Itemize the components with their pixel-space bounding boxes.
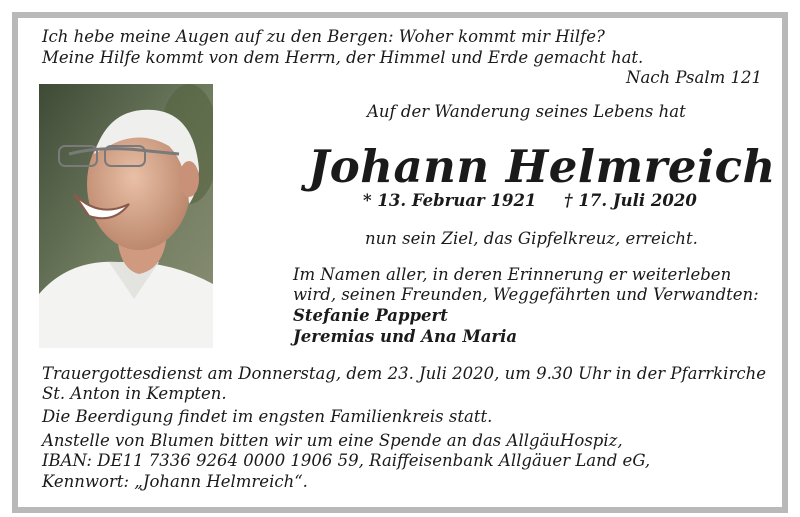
intro-text: Auf der Wanderung seines Lebens hat xyxy=(367,102,686,121)
donation-line-1: Anstelle von Blumen bitten wir um eine Spende an das AllgäuHospiz, xyxy=(42,431,623,450)
mourners-line-1: Im Namen aller, in deren Erinnerung er weiterleben xyxy=(293,265,732,284)
psalm-line-2: Meine Hilfe kommt von dem Herrn, der Himmel und Erde gemacht hat. xyxy=(42,48,644,67)
deceased-name: Johann Helmreich xyxy=(308,140,776,193)
donation-line-2: IBAN: DE11 7336 9264 0000 1906 59, Raiffeisenbank Allgäuer Land eG, xyxy=(42,451,651,470)
psalm-line-1: Ich hebe meine Augen auf zu den Bergen: Woher kommt mir Hilfe? xyxy=(42,27,605,46)
mourner-name-2: Jeremias und Ana Maria xyxy=(293,327,518,346)
death-date: † 17. Juli 2020 xyxy=(564,191,697,210)
portrait-image xyxy=(39,84,213,348)
service-line-2: St. Anton in Kempten. xyxy=(42,384,227,403)
mourners-line-2: wird, seinen Freunden, Weggefährten und Verwandten: xyxy=(293,285,759,304)
goal-text: nun sein Ziel, das Gipfelkreuz, erreicht. xyxy=(365,229,698,248)
burial-text: Die Beerdigung findet im engsten Familienkreis statt. xyxy=(42,407,493,426)
service-line-1: Trauergottesdienst am Donnerstag, dem 23. Juli 2020, um 9.30 Uhr in der Pfarrkirche xyxy=(42,364,766,383)
psalm-source: Nach Psalm 121 xyxy=(626,68,763,87)
birth-date: * 13. Februar 1921 xyxy=(363,191,537,210)
donation-line-3: Kennwort: „Johann Helmreich“. xyxy=(42,472,308,491)
portrait-photo xyxy=(39,84,213,348)
mourner-name-1: Stefanie Pappert xyxy=(293,306,448,325)
